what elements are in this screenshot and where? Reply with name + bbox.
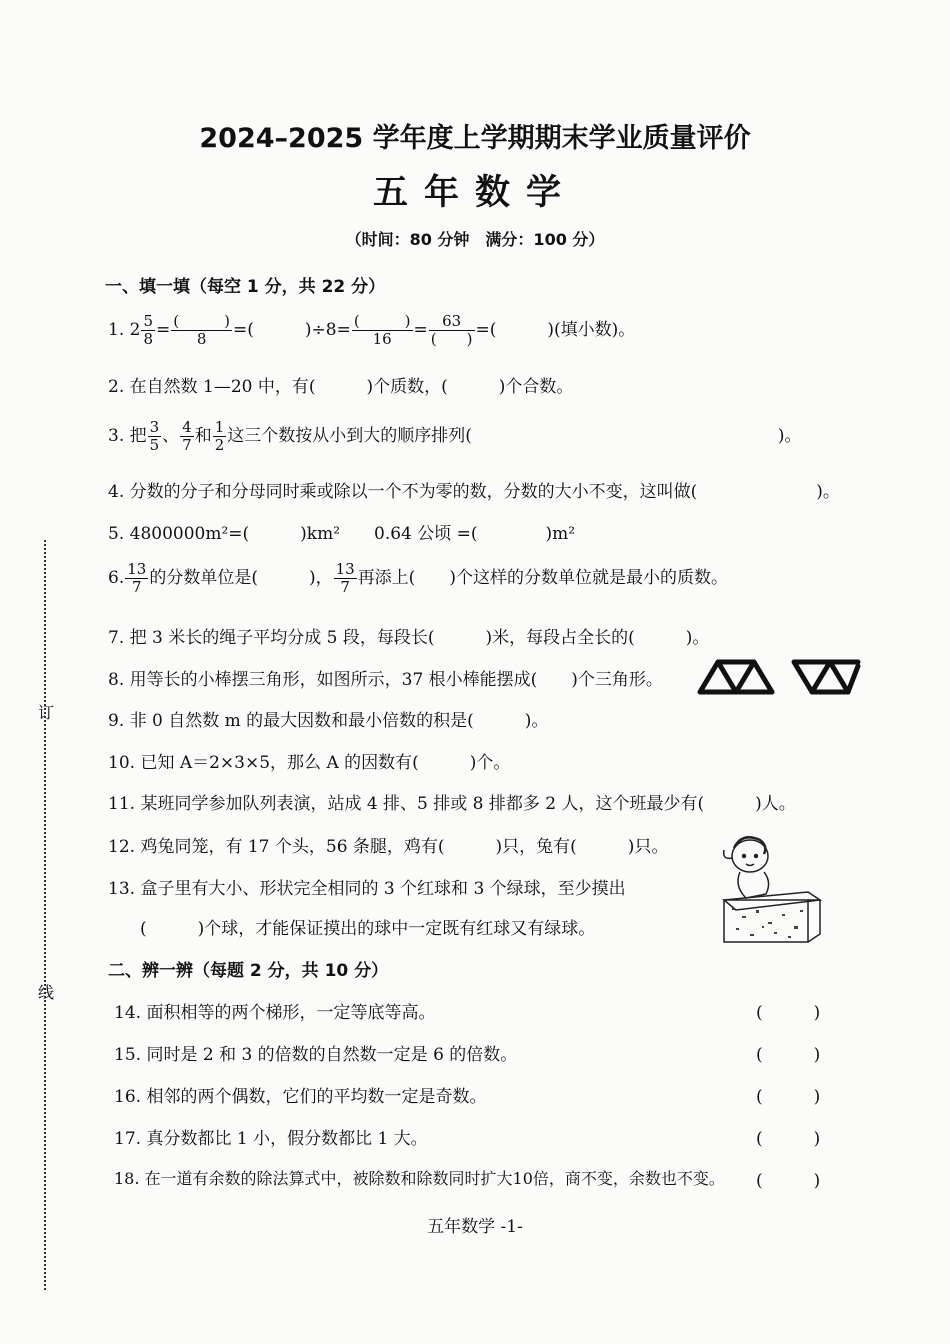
question-6[interactable]: 6. $\frac{13}{7}$ 的分数单位是( )， $\frac{13}{7}$ 再添上( )个这样的分数单位就是最小的质数。 [108,560,728,596]
judge-question-17: 17. 真分数都比 1 小，假分数都比 1 大。 [114,1129,428,1149]
fraction: $\frac{13}{7}$ [127,560,147,596]
fraction-blank[interactable]: $\frac{( )}{8}$ [173,312,230,348]
fraction: $\frac{3}{5}$ [149,418,160,454]
fraction-blank[interactable]: $\frac{63}{( )}$ [430,312,473,348]
question-10[interactable]: 10. 已知 A＝2×3×5，那么 A 的因数有( )个。 [108,753,511,773]
judge-question-18: 18. 在一道有余数的除法算式中，被除数和除数同时扩大10倍，商不变，余数也不变。 [114,1169,725,1188]
child-with-box-illustration [712,830,832,950]
exam-meta: （时间：80 分钟 满分：100 分） [345,230,605,249]
question-5[interactable]: 5. 4800000m²=( )km² 0.64 公顷 =( )m² [108,524,576,544]
fraction: $\frac{5}{8}$ [143,312,154,348]
judge-answer-18[interactable]: ( ) [756,1171,821,1191]
question-4[interactable]: 4. 分数的分子和分母同时乘或除以一个不为零的数，分数的大小不变，这叫做( )。 [108,482,840,502]
section-1-heading: 一、填一填（每空 1 分，共 22 分） [105,277,386,297]
judge-question-15: 15. 同时是 2 和 3 的倍数的自然数一定是 6 的倍数。 [114,1045,518,1065]
margin-mark-ding: 订 [38,703,55,722]
question-12[interactable]: 12. 鸡兔同笼，有 17 个头，56 条腿，鸡有( )只，兔有( )只。 [108,837,669,857]
exam-title: 2024–2025 学年度上学期期末学业质量评价 [199,123,751,154]
question-1: 1. 2 $\frac{5}{8}$ = $\frac{( )}{8}$ =( )÷8= $\frac{( )}{16}$ = $\frac{63}{( )}$ =( )(填小数)。 [108,312,636,348]
judge-question-16: 16. 相邻的两个偶数，它们的平均数一定是奇数。 [114,1087,487,1107]
answer-blank[interactable]: =( )(填小数)。 [475,320,636,340]
question-2[interactable]: 2. 在自然数 1—20 中，有( )个质数，( )个合数。 [108,377,574,397]
triangles-figure [696,656,864,696]
question-13-line2[interactable]: ( )个球，才能保证摸出的球中一定既有红球又有绿球。 [140,919,596,939]
question-13-line1: 13. 盒子里有大小、形状完全相同的 3 个红球和 3 个绿球，至少摸出 [108,879,626,899]
exam-subtitle: 五年数学 [372,173,577,213]
judge-answer-14[interactable]: ( ) [756,1003,821,1023]
margin-mark-xian: 线 [38,983,55,1002]
question-8[interactable]: 8. 用等长的小棒摆三角形，如图所示，37 根小棒能摆成( )个三角形。 [108,670,663,690]
judge-answer-16[interactable]: ( ) [756,1087,821,1107]
judge-question-14: 14. 面积相等的两个梯形，一定等底等高。 [114,1003,436,1023]
question-7[interactable]: 7. 把 3 米长的绳子平均分成 5 段，每段长( )米，每段占全长的( )。 [108,628,710,648]
fraction-blank[interactable]: $\frac{( )}{16}$ [353,312,411,348]
binding-dashed-line [44,540,46,1290]
fraction: $\frac{13}{7}$ [335,560,355,596]
page-footer: 五年数学 -1- [427,1217,523,1237]
question-3[interactable]: 3. 把 $\frac{3}{5}$ 、 $\frac{4}{7}$ 和 $\frac{1}{2}$ 这三个数按从小到大的顺序排列( )。 [108,418,802,454]
answer-blank[interactable]: =( )÷8= [232,320,351,340]
judge-answer-15[interactable]: ( ) [756,1045,821,1065]
judge-answer-17[interactable]: ( ) [756,1129,821,1149]
section-2-heading: 二、辨一辨（每题 2 分，共 10 分） [108,961,389,981]
fraction: $\frac{1}{2}$ [214,418,225,454]
fraction: $\frac{4}{7}$ [182,418,192,454]
question-11[interactable]: 11. 某班同学参加队列表演，站成 4 排、5 排或 8 排都多 2 人，这个班最少有( )人。 [108,794,796,814]
question-9[interactable]: 9. 非 0 自然数 m 的最大因数和最小倍数的积是( )。 [108,711,549,731]
